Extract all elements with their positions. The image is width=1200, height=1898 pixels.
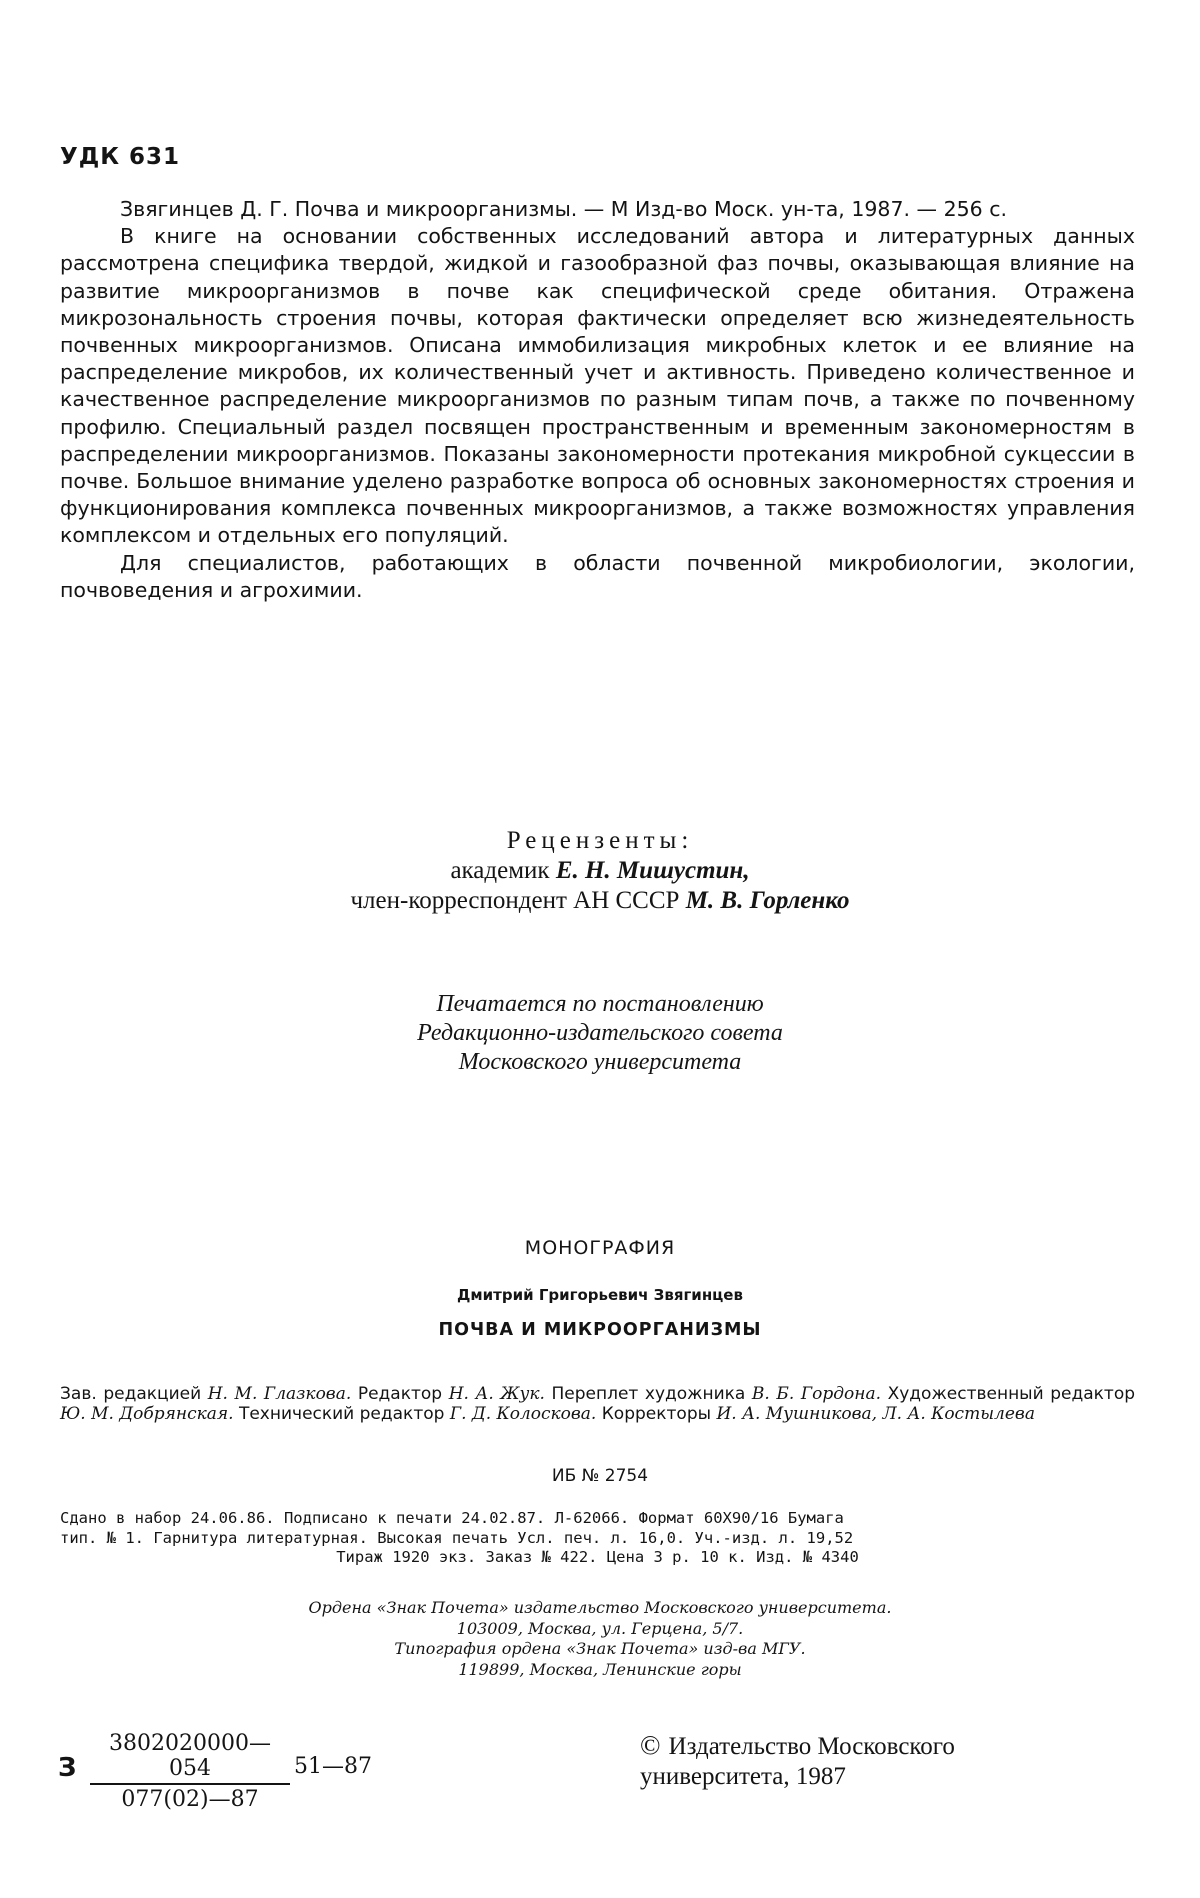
publisher-line-4: 119899, Москва, Ленинские горы bbox=[458, 1659, 742, 1679]
copyright-line-1 bbox=[640, 1730, 955, 1762]
ib-number: ИБ № 2754 bbox=[551, 1466, 649, 1486]
editor-label: Редактор bbox=[357, 1384, 443, 1404]
proofreaders-names: И. А. Мушникова, Л. А. Костылева bbox=[716, 1404, 1035, 1424]
editorial-staff bbox=[60, 1384, 1135, 1424]
reviewer-1 bbox=[0, 856, 1200, 886]
copyright-notice bbox=[640, 1730, 955, 1792]
editor-name: Н. А. Жук. bbox=[448, 1384, 545, 1404]
approval-note bbox=[0, 990, 1200, 1077]
tech-editor-label: Технический редактор bbox=[238, 1404, 445, 1424]
reviewer-1-title: академик bbox=[450, 857, 550, 884]
catalog-code-suffix: 51—87 bbox=[294, 1754, 372, 1779]
udk-code: УДК 631 bbox=[60, 144, 181, 170]
catalog-code-denominator: 077(02)—87 bbox=[121, 1787, 259, 1812]
print-line-2: тип. № 1. Гарнитура литературная. Высокая печать Усл. печ. л. 16,0. Уч.-изд. л. 19,52 bbox=[60, 1528, 854, 1547]
cover-artist-name: В. Б. Гордона. bbox=[751, 1384, 881, 1404]
publisher-line-3: Типография ордена «Знак Почета» изд-ва МГУ. bbox=[394, 1639, 806, 1658]
catalog-code-numerator: 3802020000—054 bbox=[90, 1731, 290, 1785]
reviewer-2-name: М. В. Горленко bbox=[685, 887, 850, 914]
art-editor-name: Ю. М. Добрянская. bbox=[60, 1404, 234, 1424]
publisher-info bbox=[0, 1598, 1200, 1680]
copyright-holder: Издательство Московского bbox=[668, 1733, 955, 1760]
copyright-line-2 bbox=[640, 1762, 955, 1792]
catalog-code-fraction bbox=[90, 1731, 290, 1812]
publisher-line-2: 103009, Москва, ул. Герцена, 5/7. bbox=[456, 1618, 744, 1638]
copyright-year: университета, 1987 bbox=[640, 1763, 846, 1790]
reviewers-heading: Рецензенты: bbox=[506, 827, 694, 854]
publisher-line-1: Ордена «Знак Почета» издательство Московского университета. bbox=[308, 1598, 892, 1617]
audience-note: Для специалистов, работающих в области почвенной микробиологии, экологии, почвоведения и агрохимии. bbox=[60, 550, 1135, 602]
approval-line-2: Редакционно-издательского совета bbox=[417, 1020, 783, 1046]
cover-artist-label: Переплет художника bbox=[551, 1384, 746, 1404]
copyright-icon: © bbox=[640, 1730, 661, 1760]
head-label: Зав. редакцией bbox=[60, 1384, 202, 1404]
abstract-text: В книге на основании собственных исследований автора и литературных данных рассмотрена специфика твердой, жидкой и газообразной фаз почвы, оказывающая влияние на развитие микроорганизмов в почве как специфической среде обитания. Отражена микрозональность строения почвы, которая фактически определяет всю жизнедеятельность почвенных микроорганизмов. Описана иммобилизация микробных клеток и ее влияние на распределение микробов, их количественный учет и активность. Приведено количественное и качественное распределение микроорганизмов по разным типам почв, а также по почвенному профилю. Специальный раздел посвящен пространственным и временным закономерностям в распределении микроорганизмов. Показаны закономерности протекания микробной сукцессии в почве. Большое внимание уделено разработке вопроса об основных закономерностях строения и функционирования комплекса почвенных микроорганизмов, а также возможностях управления комплексом и отдельных его популяций. bbox=[60, 224, 1135, 548]
art-editor-label: Художественный редактор bbox=[887, 1384, 1136, 1404]
author-full-name: Дмитрий Григорьевич Звягинцев bbox=[457, 1286, 743, 1304]
genre-label: МОНОГРАФИЯ bbox=[524, 1237, 676, 1259]
catalog-code-letter: З bbox=[58, 1753, 77, 1783]
reviewer-2 bbox=[0, 886, 1200, 916]
reviewers-block bbox=[0, 826, 1200, 916]
tech-editor-name: Г. Д. Колоскова. bbox=[449, 1404, 597, 1424]
proofreaders-label: Корректоры bbox=[601, 1404, 712, 1424]
approval-line-3: Московского университета bbox=[458, 1049, 742, 1075]
reviewer-1-name: Е. Н. Мишустин, bbox=[555, 857, 750, 884]
approval-line-1: Печатается по постановлению bbox=[436, 991, 764, 1017]
print-line-3: Тираж 1920 экз. Заказ № 422. Цена 3 р. 10 к. Изд. № 4340 bbox=[336, 1548, 859, 1566]
reviewer-2-title: член-корреспондент АН СССР bbox=[350, 887, 680, 914]
bibliographic-record: Звягинцев Д. Г. Почва и микроорганизмы. — М Изд-во Моск. ун-та, 1987. — 256 с. bbox=[120, 197, 1007, 221]
annotation bbox=[60, 196, 1135, 604]
print-details bbox=[60, 1509, 1135, 1568]
head-name: Н. М. Глазкова. bbox=[207, 1384, 352, 1404]
print-line-1: Сдано в набор 24.06.86. Подписано к печати 24.02.87. Л-62066. Формат 60Х90/16 Бумага bbox=[60, 1509, 844, 1527]
book-title: ПОЧВА И МИКРООРГАНИЗМЫ bbox=[438, 1320, 762, 1340]
